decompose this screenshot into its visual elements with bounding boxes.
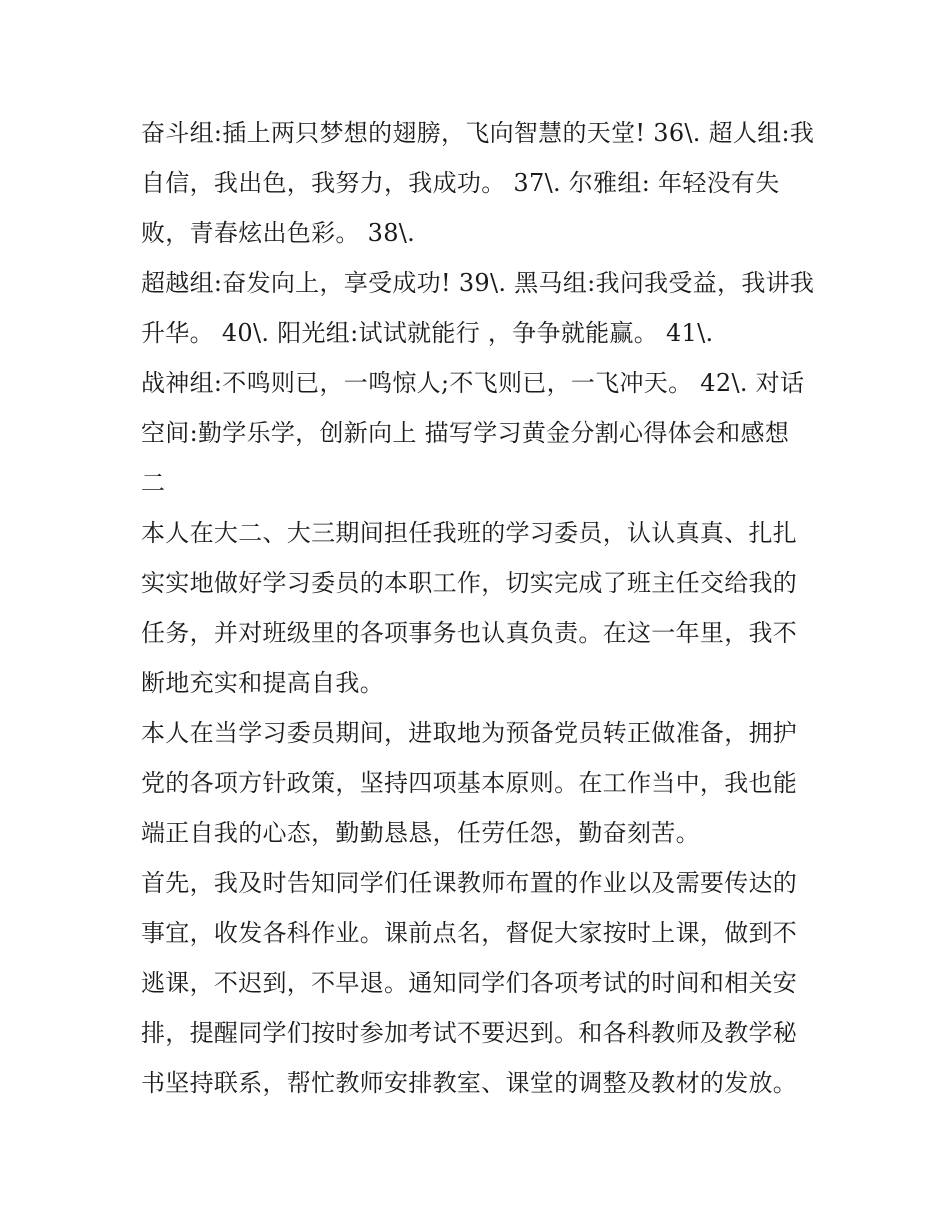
- text-line: 排，提醒同学们按时参加考试不要迟到。和各科教师及教学秘: [141, 1019, 798, 1047]
- text-line: 事宜，收发各科作业。课前点名，督促大家按时上课，做到不: [141, 919, 798, 947]
- text-line: 逃课，不迟到，不早退。通知同学们各项考试的时间和相关安: [141, 969, 798, 997]
- text-line: 书坚持联系，帮忙教师安排教室、课堂的调整及教材的发放。: [141, 1069, 798, 1097]
- text-line: 首先，我及时告知同学们任课教师布置的作业以及需要传达的: [141, 869, 798, 897]
- text-line: 断地充实和提高自我。: [141, 669, 384, 697]
- text-line: 自信，我出色，我努力，我成功。 37\. 尔雅组: 年轻没有失: [141, 169, 780, 197]
- text-line: 战神组:不鸣则已，一鸣惊人;不飞则已，一飞冲天。 42\. 对话: [141, 369, 805, 397]
- text-line: 实实地做好学习委员的本职工作，切实完成了班主任交给我的: [141, 569, 798, 597]
- text-line: 二: [141, 469, 166, 497]
- text-line: 本人在大二、大三期间担任我班的学习委员，认认真真、扎扎: [141, 519, 798, 547]
- text-line: 任务，并对班级里的各项事务也认真负责。在这一年里，我不: [141, 619, 798, 647]
- text-line: 端正自我的心态，勤勤恳恳，任劳任怨，勤奋刻苦。: [141, 819, 700, 847]
- text-line: 本人在当学习委员期间，进取地为预备党员转正做准备，拥护: [141, 719, 798, 747]
- text-line: 超越组:奋发向上，享受成功! 39\. 黑马组:我问我受益，我讲我: [141, 269, 815, 297]
- text-line: 空间:勤学乐学，创新向上 描写学习黄金分割心得体会和感想: [141, 419, 790, 447]
- text-line: 升华。 40\. 阳光组:试试就能行 ，争争就能赢。 41\.: [141, 319, 714, 347]
- text-line: 奋斗组:插上两只梦想的翅膀，飞向智慧的天堂! 36\. 超人组:我: [141, 119, 815, 147]
- text-line: 党的各项方针政策，坚持四项基本原则。在工作当中，我也能: [141, 769, 798, 797]
- document-body: [141, 108, 821, 1108]
- text-line: 败，青春炫出色彩。 38\.: [141, 219, 416, 247]
